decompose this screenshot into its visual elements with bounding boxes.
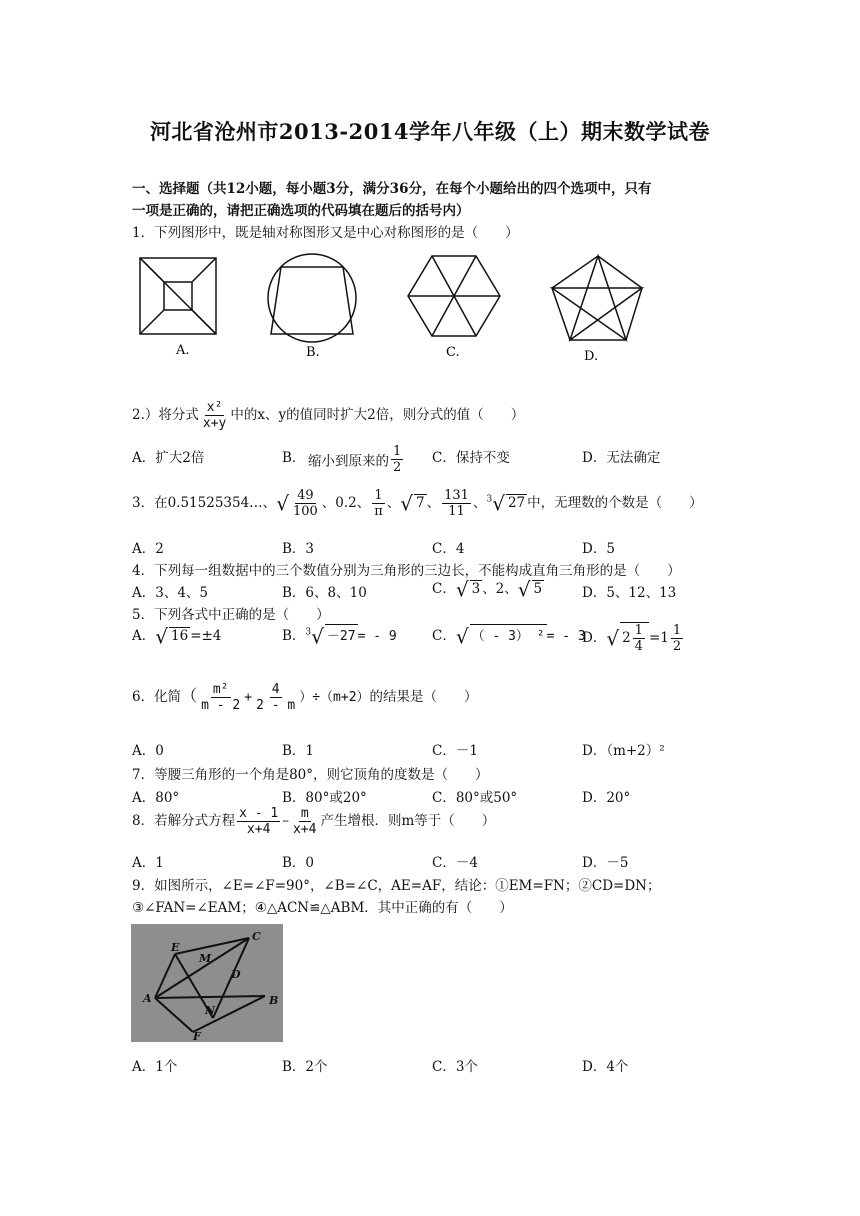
q5-d-rest-num: 1 bbox=[672, 623, 682, 638]
q3-r1-den: 100 bbox=[292, 504, 318, 519]
q3-option-c: C．4 bbox=[432, 541, 465, 557]
q6-suffix: 的结果是（ ） bbox=[369, 689, 478, 705]
q5-c-label: C． bbox=[432, 628, 456, 644]
q6-f1-num: m² bbox=[212, 682, 229, 697]
q2-option-c: C．保持不变 bbox=[432, 450, 510, 466]
q2-b-num: 1 bbox=[393, 444, 402, 459]
q2-b-fraction bbox=[391, 444, 403, 475]
q5-d-rest-den: 2 bbox=[672, 639, 682, 654]
section-heading-line2: 一项是正确的，请把正确选项的代码填在题后的括号内） bbox=[132, 203, 470, 219]
q3-r1-num: 49 bbox=[297, 488, 314, 503]
q8-option-d: D．－5 bbox=[582, 855, 629, 871]
q6-f1-den: m - 2 bbox=[201, 698, 241, 713]
q9-option-d: D．4个 bbox=[582, 1059, 629, 1075]
q5-d-rest-int: =1 bbox=[648, 630, 669, 646]
q3-option-d: D．5 bbox=[582, 541, 615, 557]
q5-option-b bbox=[282, 624, 397, 649]
q2-denominator: x+y bbox=[202, 416, 227, 431]
q5-b-radicand: －27 bbox=[325, 624, 358, 644]
q6-option-b: B．1 bbox=[282, 743, 315, 759]
q8-option-a: A．1 bbox=[132, 855, 164, 871]
q5-b-rest: = - 9 bbox=[357, 629, 397, 644]
q4-option-b: B．6、8、10 bbox=[282, 585, 367, 601]
q5-d-radicand bbox=[620, 622, 649, 654]
q2-b-text: 缩小到原来的 bbox=[308, 453, 389, 470]
question-3 bbox=[132, 488, 703, 519]
q5-b-index: 3 bbox=[305, 627, 312, 638]
q3-sep4: 、 bbox=[472, 495, 487, 511]
radical-sign: √ bbox=[517, 577, 531, 602]
q6-fraction-1 bbox=[199, 682, 242, 713]
q6-tail: ）÷（m+2） bbox=[299, 690, 370, 705]
section-heading-line1: 一、选择题（共12小题，每小题3分，满分36分，在每个小题给出的四个选项中，只有 bbox=[132, 181, 652, 197]
q3-f2-den: 11 bbox=[448, 504, 465, 519]
q9-option-a: A．1个 bbox=[132, 1059, 178, 1075]
q6-option-a: A．0 bbox=[132, 743, 164, 759]
figure-a-square-pinwheel bbox=[140, 258, 216, 334]
point-label-f: F bbox=[193, 1030, 201, 1042]
radical-sign: √ bbox=[276, 491, 289, 516]
q3-fraction-pi bbox=[372, 488, 385, 519]
q3-f-num: 1 bbox=[374, 488, 383, 503]
q6-fraction-2 bbox=[254, 682, 297, 713]
q4-option-d: D．5、12、13 bbox=[582, 585, 677, 601]
q5-d-frac bbox=[633, 623, 645, 654]
question-9-line2: ③∠FAN=∠EAM；④△ACN≌△ABM．其中正确的有（ ） bbox=[132, 900, 513, 916]
q7-option-c: C．80°或50° bbox=[432, 790, 518, 806]
radical-sign: √ bbox=[455, 577, 469, 602]
q4-option-c bbox=[432, 577, 544, 602]
figure-c-hexagon bbox=[408, 256, 500, 336]
question-4: 4．下列每一组数据中的三个数值分别为三角形的三边长，不能构成直角三角形的是（ ） bbox=[132, 563, 681, 579]
q8-fraction-1 bbox=[237, 806, 280, 837]
figure-d-pentagon-star bbox=[552, 256, 642, 340]
figure-d-label: D. bbox=[584, 349, 599, 364]
q8-prefix: 8．若解分式方程 bbox=[132, 813, 236, 829]
q3-f2-num: 131 bbox=[444, 488, 469, 503]
q9-option-b: B．2个 bbox=[282, 1059, 328, 1075]
page-title: 河北省沧州市2013-2014学年八年级（上）期末数学试卷 bbox=[149, 119, 711, 144]
q3-sep1: 、0.2、 bbox=[321, 495, 371, 511]
q8-fraction-2 bbox=[291, 806, 318, 837]
point-label-c: C bbox=[252, 930, 261, 943]
q5-c-rest: = - 3 bbox=[546, 629, 586, 644]
question-7: 7．等腰三角形的一个角是80°，则它顶角的度数是（ ） bbox=[132, 767, 489, 783]
figure-b-label: B. bbox=[306, 345, 320, 360]
q3-sqrt7: 7 bbox=[416, 495, 425, 511]
question-6 bbox=[132, 682, 478, 713]
q3-fraction-131 bbox=[442, 488, 471, 519]
radical-sign: √ bbox=[492, 491, 505, 516]
q4-c-sqrt5: 5 bbox=[533, 581, 543, 597]
q3-prefix: 3．在0.51525354…、 bbox=[132, 495, 277, 511]
q2-option-d: D．无法确定 bbox=[582, 450, 661, 466]
q8-suffix: 产生增根．则m等于（ ） bbox=[320, 813, 496, 829]
q5-c-radicand: （ - 3） ² bbox=[470, 624, 547, 644]
q8-f2-den: x+4 bbox=[292, 822, 317, 837]
q8-f1-den: x+4 bbox=[246, 822, 271, 837]
figure-b-circle-trapezoid bbox=[268, 254, 356, 342]
figure-c-label: C. bbox=[446, 345, 460, 360]
question-1: 1．下列图形中，既是轴对称图形又是中心对称图形的是（ ） bbox=[132, 225, 519, 241]
q5-a-rest: =±4 bbox=[190, 628, 222, 644]
q3-cube-root: 27 bbox=[507, 495, 526, 511]
q6-f2-den: 2 - m bbox=[256, 698, 296, 713]
q6-prefix: 6．化简 bbox=[132, 689, 182, 705]
q5-d-den: 4 bbox=[634, 639, 643, 654]
q3-sep2: 、 bbox=[386, 495, 401, 511]
q2-prefix: 2.）将分式 bbox=[132, 407, 199, 423]
radical-sign: √ bbox=[606, 626, 620, 651]
question-5: 5．下列各式中正确的是（ ） bbox=[132, 607, 330, 623]
figure-a-label: A. bbox=[176, 343, 190, 358]
q6-f2-num: 4 bbox=[271, 682, 280, 697]
q2-suffix: 中的x、y的值同时扩大2倍，则分式的值（ ） bbox=[230, 407, 525, 423]
q4-option-a: A．3、4、5 bbox=[132, 585, 209, 601]
q6-plus: + bbox=[244, 690, 253, 705]
question-8 bbox=[132, 806, 495, 837]
q6-option-d: D．（m+2）² bbox=[582, 743, 665, 759]
q4-c-mid: 、2、 bbox=[482, 581, 518, 597]
q3-sqrt-fraction bbox=[291, 488, 320, 519]
point-label-b: B bbox=[269, 994, 279, 1007]
q4-c-label: C． bbox=[432, 581, 456, 597]
q7-option-d: D．20° bbox=[582, 790, 631, 806]
q7-option-a: A．80° bbox=[132, 790, 180, 806]
q5-option-c bbox=[432, 624, 586, 649]
q5-d-rest-frac bbox=[671, 623, 683, 654]
q6-paren-open: （ bbox=[181, 686, 198, 705]
q2-option-b-value bbox=[308, 444, 405, 475]
q7-option-b: B．80°或20° bbox=[282, 790, 367, 806]
q5-d-int: 2 bbox=[622, 630, 631, 646]
point-label-d: D bbox=[231, 968, 241, 981]
q2-option-b: B． bbox=[282, 450, 306, 466]
q6-option-c: C．－1 bbox=[432, 743, 478, 759]
q2-fraction bbox=[201, 400, 228, 431]
point-label-e: E bbox=[171, 941, 180, 954]
q5-d-label: D． bbox=[582, 630, 607, 646]
q8-option-c: C．－4 bbox=[432, 855, 478, 871]
q3-f-den: π bbox=[374, 504, 383, 519]
q3-option-b: B．3 bbox=[282, 541, 315, 557]
point-label-m: M bbox=[199, 952, 212, 965]
question-2 bbox=[132, 400, 524, 431]
radical-sign: √ bbox=[311, 624, 324, 649]
q8-option-b: B．0 bbox=[282, 855, 315, 871]
q4-c-sqrt3: 3 bbox=[471, 581, 481, 597]
q5-option-a bbox=[132, 624, 221, 649]
radical-sign: √ bbox=[455, 624, 469, 649]
q5-option-d bbox=[582, 622, 685, 654]
q3-suffix: 中，无理数的个数是（ ） bbox=[527, 495, 703, 511]
radical-sign: √ bbox=[155, 624, 168, 649]
q5-b-label: B． bbox=[282, 628, 306, 644]
q9-figure bbox=[131, 924, 283, 1042]
q5-d-num: 1 bbox=[634, 623, 643, 638]
q3-sep3: 、 bbox=[426, 495, 441, 511]
q2-option-a: A．扩大2倍 bbox=[132, 450, 205, 466]
q9-option-c: C．3个 bbox=[432, 1059, 478, 1075]
radical-sign: √ bbox=[400, 491, 414, 516]
q8-minus: – bbox=[282, 813, 289, 829]
point-label-a: A bbox=[143, 992, 152, 1005]
q1-figures bbox=[128, 248, 668, 368]
q3-option-a: A．2 bbox=[132, 541, 164, 557]
q5-a-radicand: 16 bbox=[171, 628, 189, 644]
point-label-n: N bbox=[205, 1004, 216, 1017]
q2-b-den: 2 bbox=[393, 460, 402, 475]
q3-cube-index: 3 bbox=[486, 494, 493, 505]
q5-a-label: A． bbox=[132, 628, 156, 644]
q8-f1-num: x - 1 bbox=[239, 806, 279, 821]
question-9-line1: 9．如图所示，∠E=∠F=90°，∠B=∠C，AE=AF，结论：①EM=FN；②CD=DN； bbox=[132, 878, 661, 894]
q8-f2-num: m bbox=[300, 806, 309, 821]
q2-numerator: x² bbox=[206, 400, 223, 415]
